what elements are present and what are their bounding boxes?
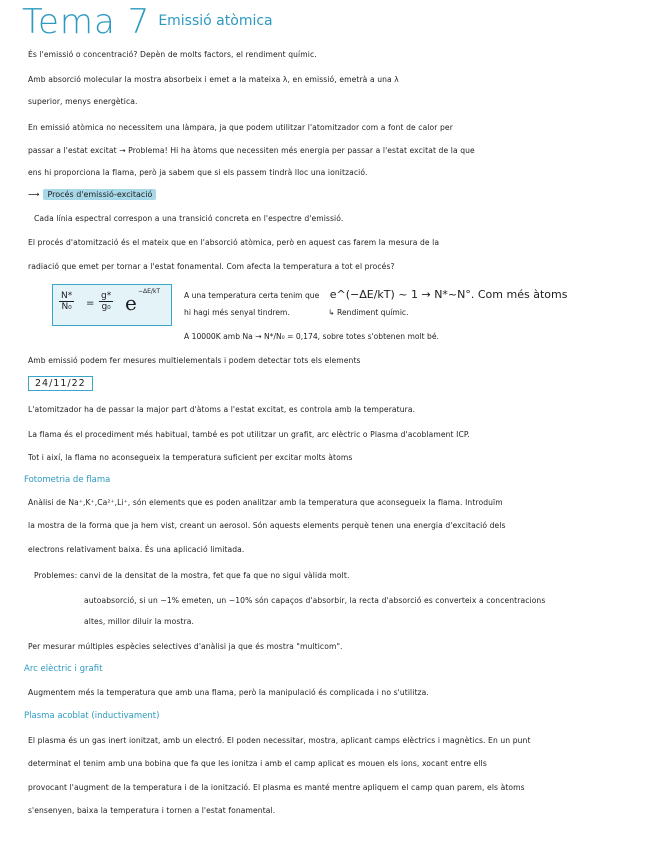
text-line: electrons relativament baixa. És una aplicació limitada. xyxy=(28,545,245,554)
text-line: ens hi proporciona la flama, però ja sabem que si els passem tindrà lloc una ionització. xyxy=(28,168,368,177)
text-line: provocant l'augment de la temperatura i de la ionització. El plasma es manté mentre apliquem el camp quan parem, els àtoms xyxy=(28,783,525,792)
highlighted-heading xyxy=(28,190,156,199)
formula-equals: = xyxy=(86,298,95,309)
section-heading-plasma: Plasma acoblat (inductivament) xyxy=(24,711,160,721)
text-line: superior, menys energètica. xyxy=(28,97,138,106)
section-heading-flame: Fotometria de flama xyxy=(24,475,111,485)
highlight-text: Procés d'emissió-excitació xyxy=(43,189,156,200)
temp-note-1: A una temperatura certa tenim que e^(−ΔE/kT) ~ 1 → N*~N°. Com més àtoms xyxy=(184,288,568,301)
text-line: Per mesurar múltiples espècies selectives d'anàlisi ja que és mostra "multicom". xyxy=(28,642,343,651)
arrow-icon: ⟶ xyxy=(28,190,40,199)
text-line: autoabsorció, si un ~1% emeten, un ~10% són capaços d'absorbir, la recta d'absorció es converteix a concentracions xyxy=(84,596,546,605)
text-line: determinat el tenim amb una bobina que fa que les ionitza i amb el camp aplicat es mouen els ions, xocant entre ells xyxy=(28,759,487,768)
text-line: El procés d'atomització és el mateix que en l'absorció atòmica, però en aquest cas farem la mesura de la xyxy=(28,238,440,247)
text-line: Amb emissió podem fer mesures multielementals i podem detectar tots els elements xyxy=(28,356,361,365)
text-line: Amb absorció molecular la mostra absorbeix i emet a la mateixa λ, en emissió, emetrà a una λ xyxy=(28,75,399,84)
formula-exponent: −ΔE/kT xyxy=(138,288,161,295)
date-box: 24/11/22 xyxy=(28,376,93,391)
text-line: la mostra de la forma que ja hem vist, creant un aerosol. Són aquests elements perquè tenen una energia d'excitació dels xyxy=(28,521,506,530)
text-line: L'atomitzador ha de passar la major part d'àtoms a l'estat excitat, es controla amb la temperatura. xyxy=(28,405,416,414)
text-line: Augmentem més la temperatura que amb una flama, però la manipulació és complicada i no s'utilitza. xyxy=(28,688,429,697)
formula-ratio: $\frac{g*}{\text{g₀}}$ xyxy=(101,291,112,312)
title-sub: Emissió atòmica xyxy=(158,13,273,29)
text-line: altes, millor diluir la mostra. xyxy=(84,617,195,626)
title-main: Tema 7 xyxy=(22,2,151,42)
temp-note-2: hi hagi més senyal tindrem. ↳ Rendiment químic. xyxy=(184,308,409,317)
formula-exp-base: e xyxy=(125,291,137,315)
text-line: Anàlisi de Na⁺,K⁺,Ca²⁺,Li⁺, són elements que es poden analitzar amb la temperatura que aconsegueix la flama. Introduïm xyxy=(28,498,503,507)
formula-lhs: $\frac{N*}{\text{N₀}}$ xyxy=(61,291,73,312)
text-line: Tot i així, la flama no aconsegueix la temperatura suficient per excitar molts àtoms xyxy=(28,453,353,462)
page-title xyxy=(22,2,273,42)
text-line: El plasma és un gas inert ionitzat, amb un electró. El poden necessitar, mostra, aplicant camps elèctrics i magnètics. En un punt xyxy=(28,736,531,745)
text-line: Problemes: canvi de la densitat de la mostra, fet que fa que no sigui vàlida molt. xyxy=(34,571,350,580)
text-line: Cada línia espectral correspon a una transició concreta en l'espectre d'emissió. xyxy=(34,214,344,223)
text-line: radiació que emet per tornar a l'estat fonamental. Com afecta la temperatura a tot el procés? xyxy=(28,262,395,271)
boltzmann-formula xyxy=(52,284,172,326)
section-heading-arc: Arc elèctric i grafit xyxy=(24,664,103,674)
text-line: És l'emissió o concentració? Depèn de molts factors, el rendiment químic. xyxy=(28,50,317,59)
text-line: En emissió atòmica no necessitem una làmpara, ja que podem utilitzar l'atomitzador com a font de calor per xyxy=(28,123,453,132)
text-line: passar a l'estat excitat → Problema! Hi ha àtoms que necessiten més energia per passar a l'estat excitat de la que xyxy=(28,146,475,155)
text-line: s'ensenyen, baixa la temperatura i tornen a l'estat fonamental. xyxy=(28,806,276,815)
temp-note-3: A 10000K amb Na → N*/N₀ = 0,174, sobre totes s'obtenen molt bé. xyxy=(184,332,439,341)
text-line: La flama és el procediment més habitual, també es pot utilitzar un grafit, arc elèctric o Plasma d'acoblament ICP. xyxy=(28,430,470,439)
